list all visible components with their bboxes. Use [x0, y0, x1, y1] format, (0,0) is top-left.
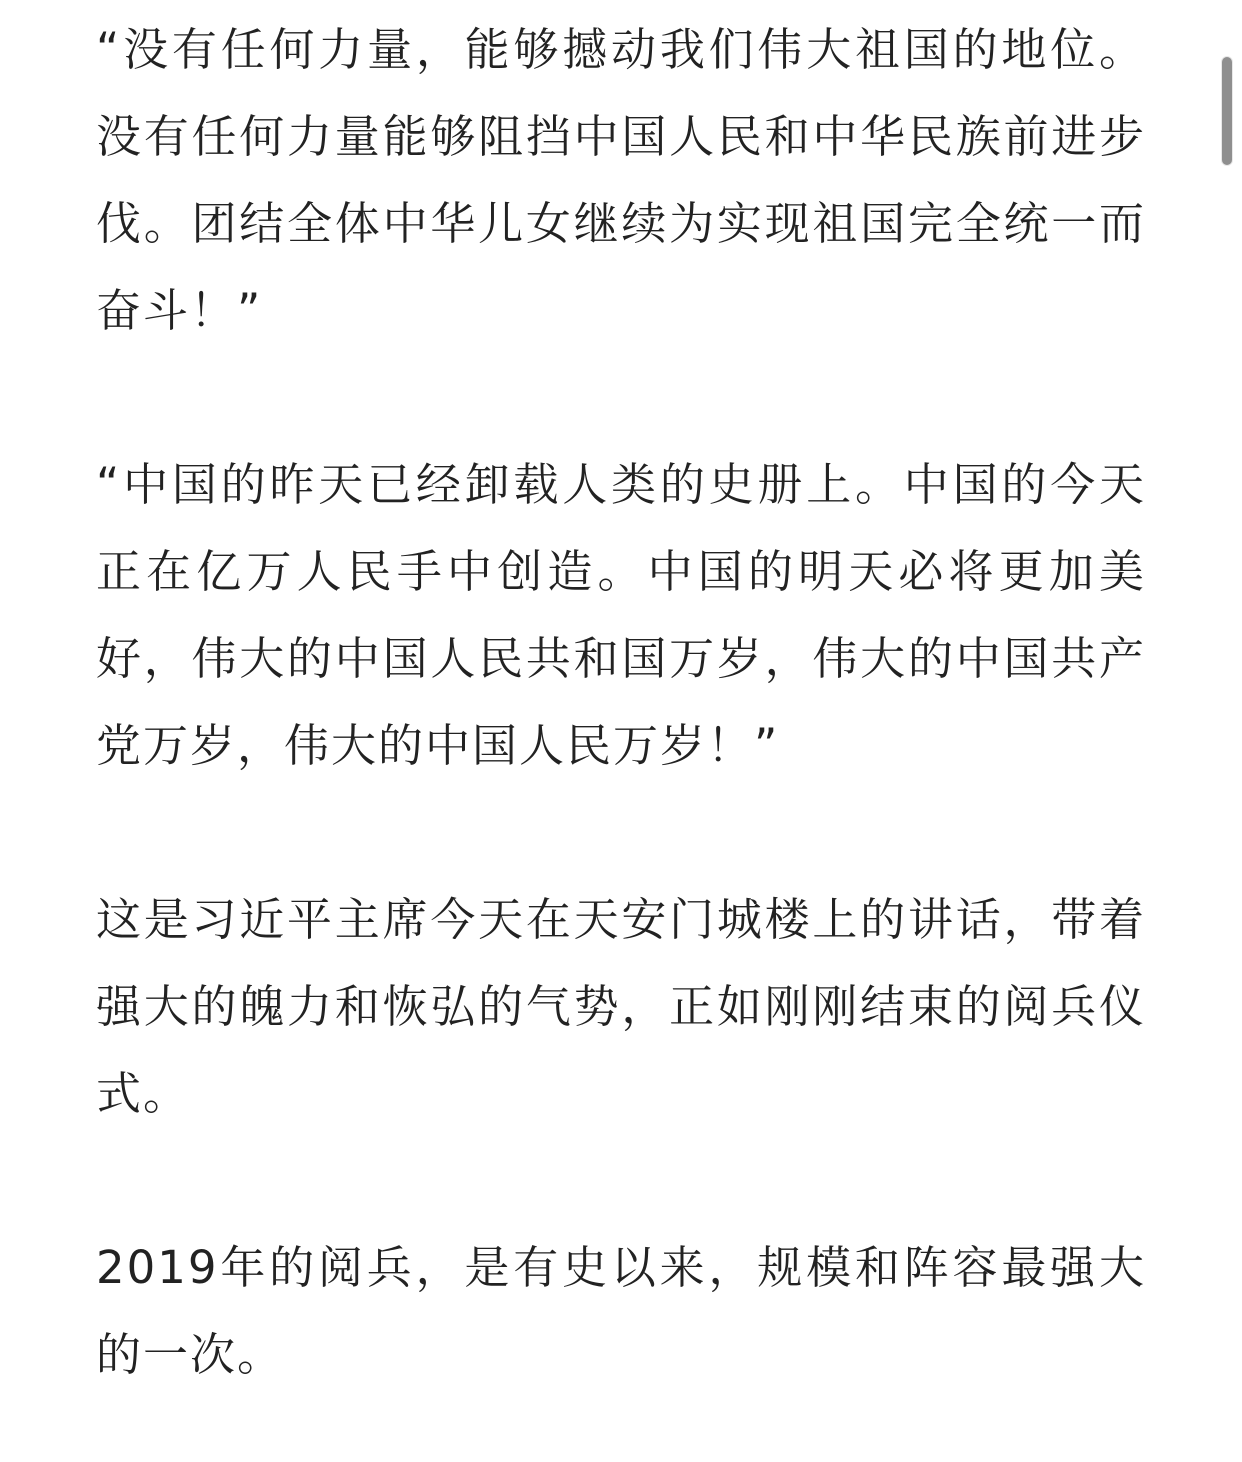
- paragraph-quote-long-live: “中国的昨天已经卸载人类的史册上。中国的今天正在亿万人民手中创造。中国的明天必将更加美好，伟大的中国人民共和国万岁，伟大的中国共产党万岁，伟大的中国人民万岁！”: [96, 458, 1146, 772]
- paragraph-speech-context: 这是习近平主席今天在天安门城楼上的讲话，带着强大的魄力和恢弘的气势，正如刚刚结束的阅兵仪式。: [96, 893, 1146, 1120]
- paragraph-quote-unity: “没有任何力量，能够撼动我们伟大祖国的地位。没有任何力量能够阻挡中国人民和中华民族前进步伐。团结全体中华儿女继续为实现祖国完全统一而奋斗！”: [96, 23, 1146, 337]
- paragraph-parade-2019: 2019年的阅兵，是有史以来，规模和阵容最强大的一次。: [96, 1241, 1146, 1381]
- scrollbar-thumb[interactable]: [1221, 56, 1233, 166]
- vertical-scrollbar[interactable]: [1218, 0, 1242, 1462]
- article-body: [96, 6, 1146, 1398]
